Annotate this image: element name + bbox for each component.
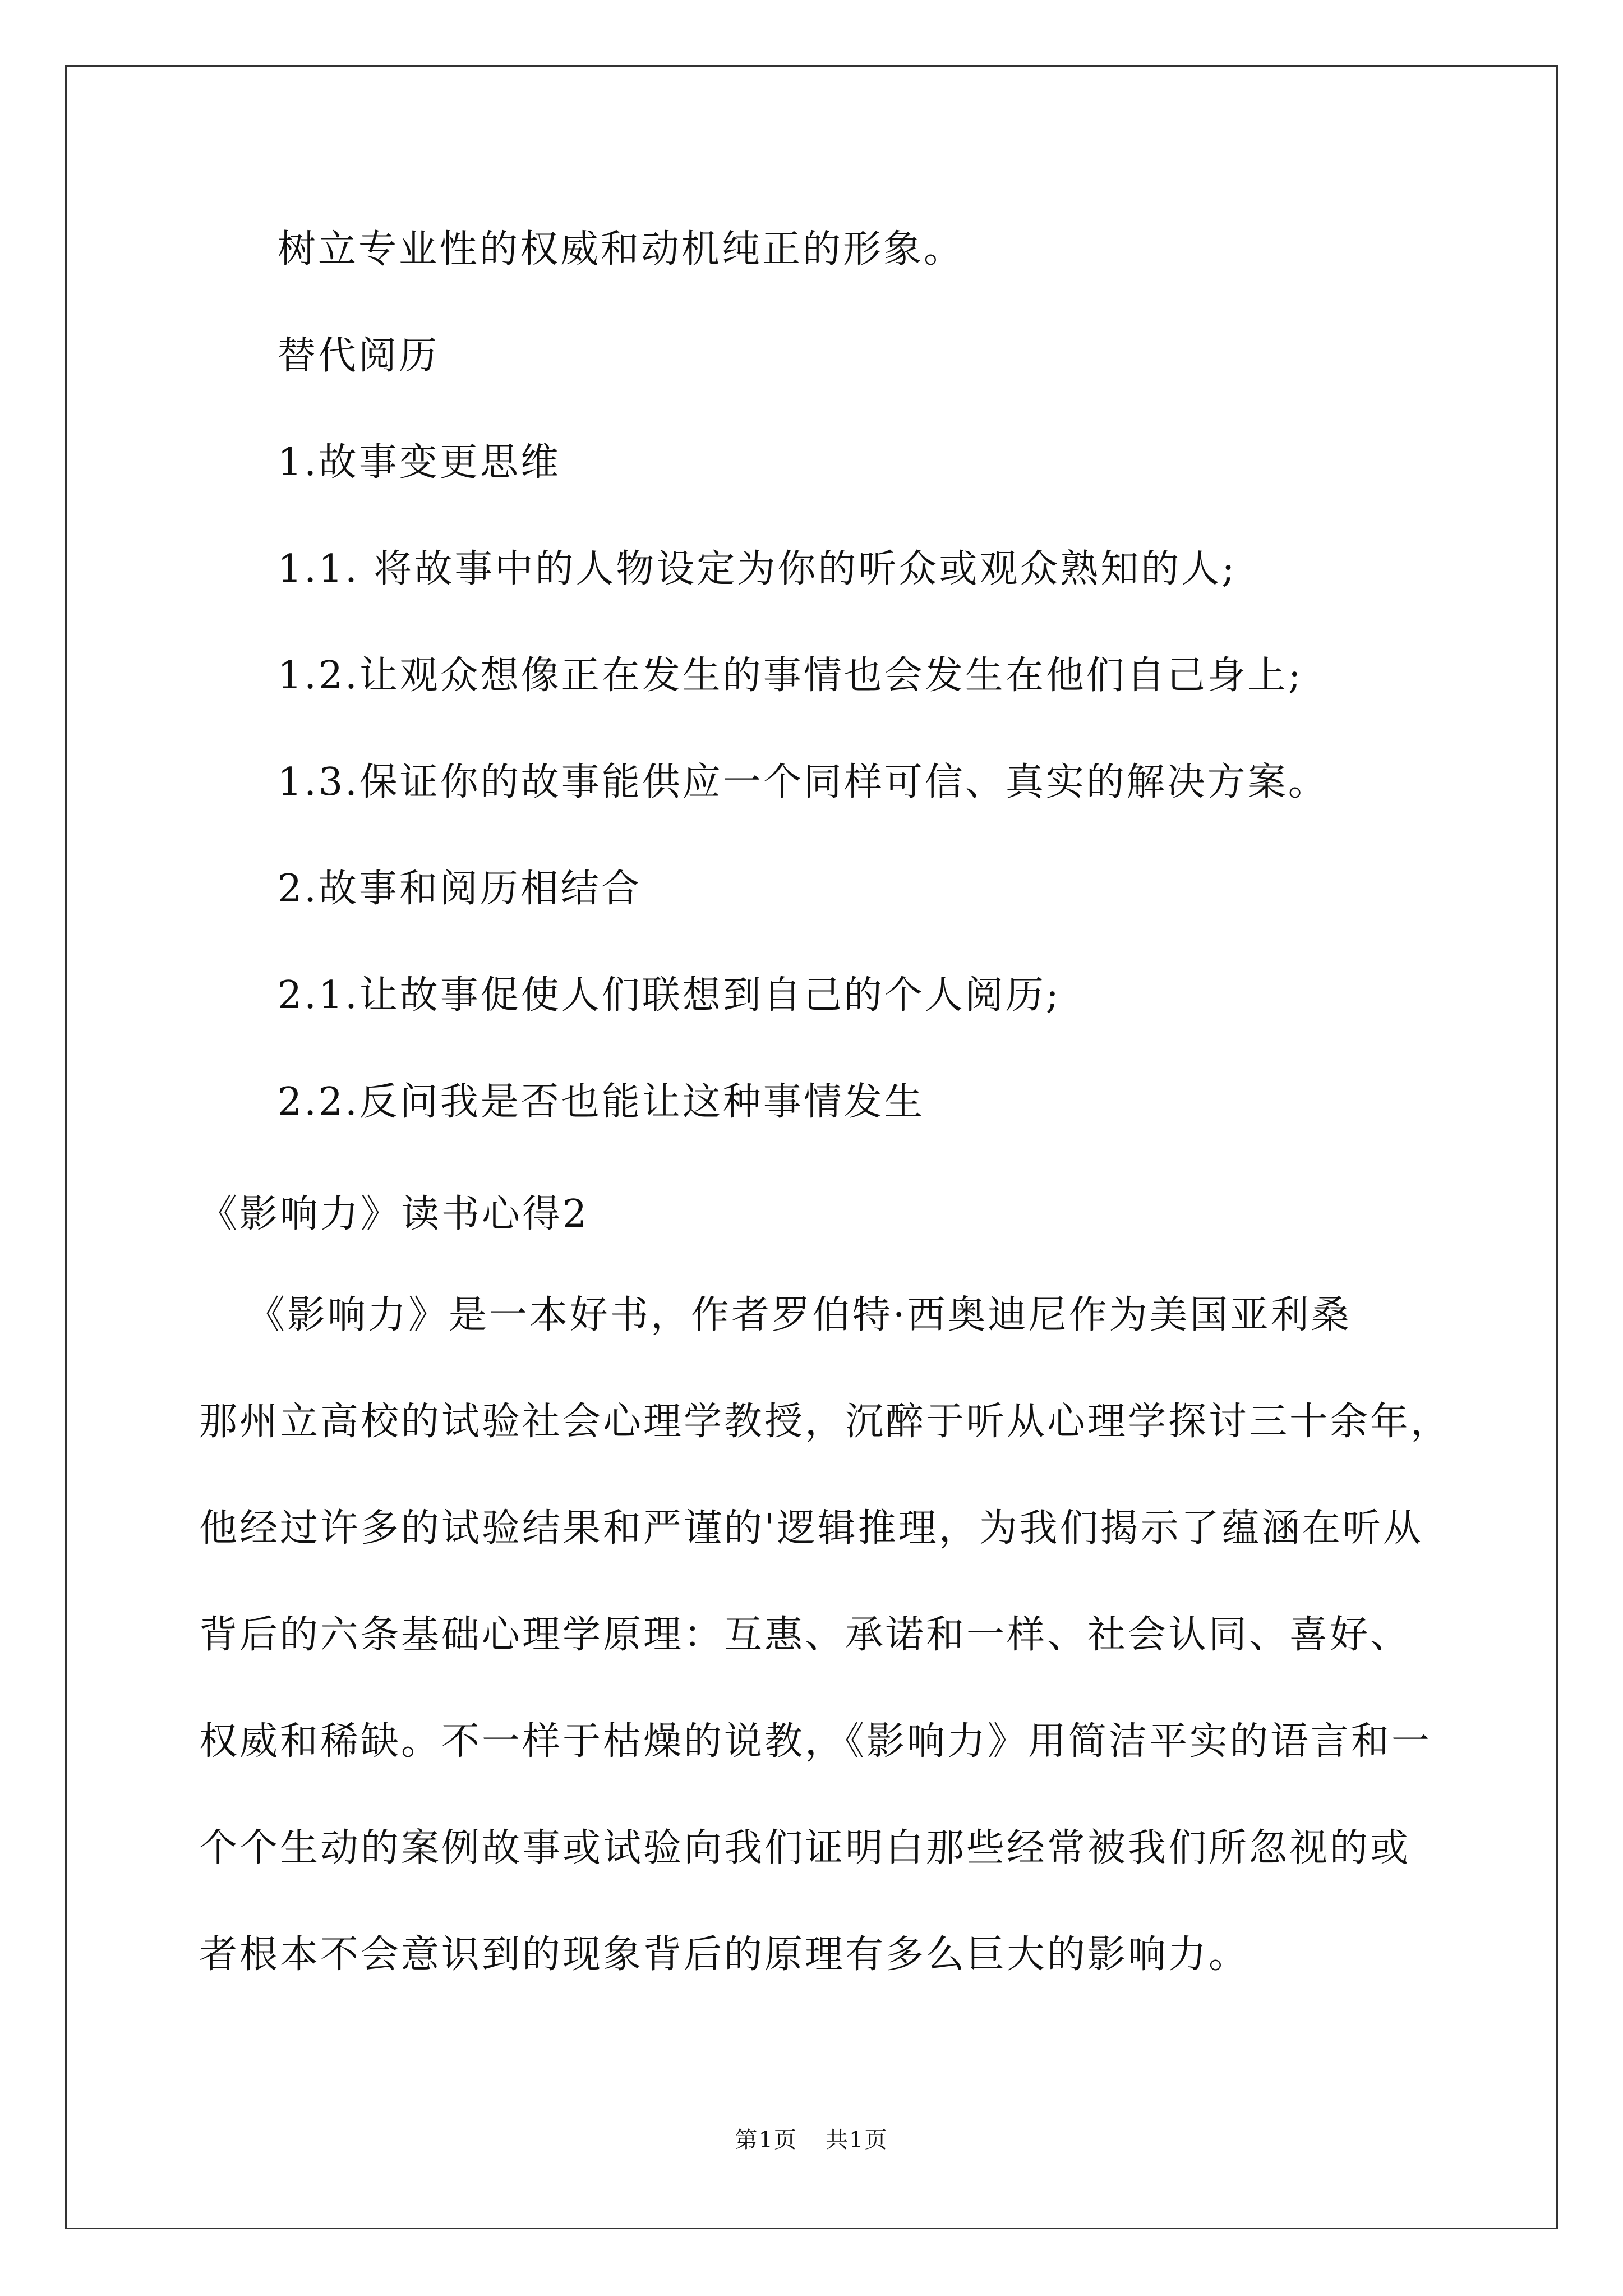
list-item-1-3: 1.3.保证你的故事能供应一个同样可信、真实的解决方案。 [278,760,1329,804]
paragraph-line: 他经过许多的试验结果和严谨的'逻辑推理，为我们揭示了蕴涵在听从 [199,1506,1423,1550]
paragraph-line: 权威和稀缺。不一样于枯燥的说教，《影响力》用简洁平实的语言和一 [199,1719,1432,1764]
paragraph-line: 者根本不会意识到的现象背后的原理有多么巨大的影响力。 [199,1932,1249,1977]
paragraph-line: 背后的六条基础心理学原理：互惠、承诺和一样、社会认同、喜好、 [199,1613,1411,1657]
list-item-2-2: 2.2.反问我是否也能让这种事情发生 [278,1080,925,1124]
section-title: 《影响力》读书心得2 [199,1192,589,1236]
paragraph-line: 个个生动的案例故事或试验向我们证明白那些经常被我们所忽视的或 [199,1826,1411,1870]
list-item-1-1: 1.1. 将故事中的人物设定为你的听众或观众熟知的人; [278,547,1237,591]
paragraph-line: 那州立高校的试验社会心理学教授，沉醉于听从心理学探讨三十余年， [199,1400,1451,1444]
list-item-2: 2.故事和阅历相结合 [278,867,642,911]
list-item-1: 1.故事变更思维 [278,440,561,485]
page-total: 共1页 [826,2127,888,2153]
list-item-2-1: 2.1.让故事促使人们联想到自己的个人阅历; [278,973,1061,1018]
list-item-1-2: 1.2.让观众想像正在发生的事情也会发生在他们自己身上; [278,654,1303,698]
page-border [65,65,1558,2229]
page-number: 第1页 [735,2127,797,2153]
heading-alternative-experience: 替代阅历 [278,334,440,378]
page-footer [0,2126,1623,2154]
paragraph-line: 《影响力》是一本好书，作者罗伯特·西奥迪尼作为美国亚利桑 [247,1293,1352,1337]
text-line-1: 树立专业性的权威和动机纯正的形象。 [278,227,965,272]
